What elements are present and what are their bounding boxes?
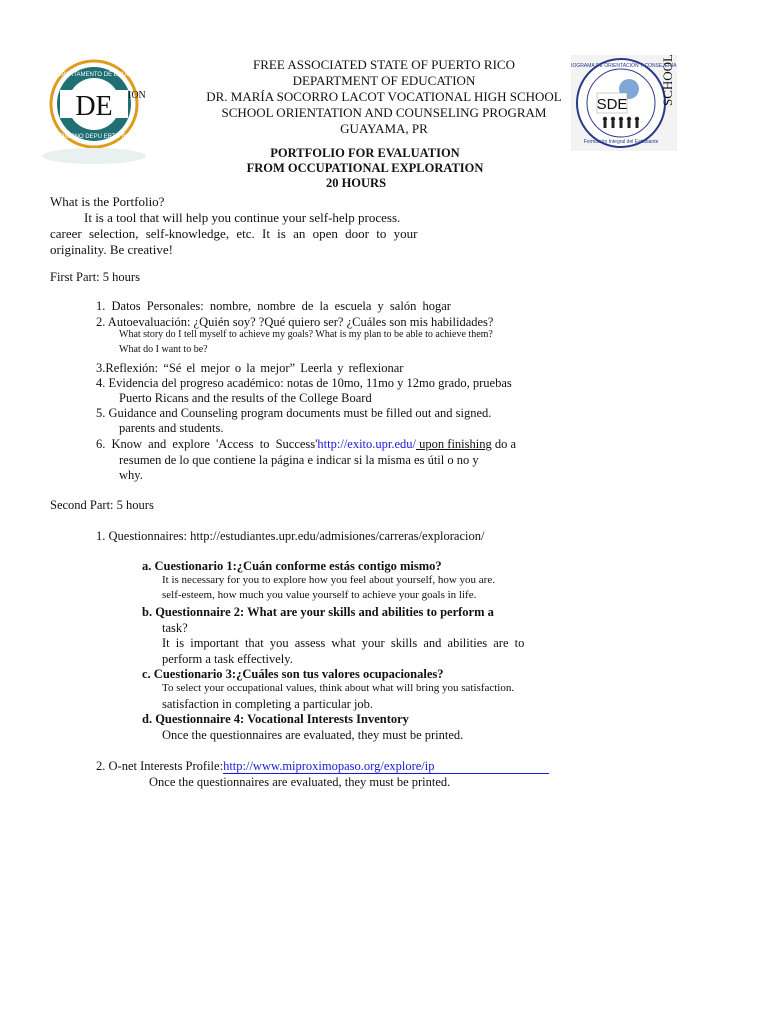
svg-text:DEPARTAMENTO DE EDUCA: DEPARTAMENTO DE EDUCA — [53, 72, 135, 78]
first-item-6-pre: 6. Know and explore 'Access to Success' — [96, 437, 318, 451]
first-item-4-sub: Puerto Ricans and the results of the College Board — [119, 391, 372, 405]
header-line-1: FREE ASSOCIATED STATE OF PUERTO RICO — [253, 57, 515, 72]
first-part-heading: First Part: 5 hours — [50, 270, 140, 284]
first-item-6-mid: upon finishing — [416, 437, 492, 451]
intro-line-2: career selection, self-knowledge, etc. It is an open door to your — [50, 226, 418, 241]
exito-link[interactable]: http://exito.upr.edu/ — [317, 437, 417, 451]
second-part-heading: Second Part: 5 hours — [50, 498, 154, 512]
first-item-5-sub: parents and students. — [119, 421, 224, 435]
second-item-2 — [96, 759, 549, 774]
svg-text:GOBIERNO DEPU ERTO RICO: GOBIERNO DEPU ERTO RICO — [51, 134, 137, 140]
header-line-2: DEPARTMENT OF EDUCATION — [292, 73, 476, 88]
second-item-2-pre: 2. O-net Interests Profile: — [96, 759, 224, 773]
intro-question: What is the Portfolio? — [50, 194, 165, 209]
first-item-5: 5. Guidance and Counseling program documents must be filled out and signed. — [96, 406, 492, 420]
questionnaire-b-line-2: perform a task effectively. — [162, 652, 293, 666]
second-item-1: 1. Questionnaires: http://estudiantes.upr.edu/admisiones/carreras/exploracion/ — [96, 529, 485, 543]
first-item-6-sub-2: why. — [119, 468, 143, 482]
second-item-2-sub: Once the questionnaires are evaluated, they must be printed. — [149, 775, 451, 789]
first-item-6 — [96, 437, 516, 452]
intro-line-1: It is a tool that will help you continue your self-help process. — [84, 210, 401, 225]
first-item-1: 1. Datos Personales: nombre, nombre de la escuela y salón hogar — [96, 299, 451, 313]
questionnaire-d-line-1: Once the questionnaires are evaluated, they must be printed. — [162, 728, 464, 742]
title-line-3: 20 HOURS — [325, 176, 387, 190]
first-item-3: 3.Reflexión: “Sé el mejor o la mejor” Leerla y reflexionar — [96, 361, 404, 375]
questionnaire-a-title: a. Cuestionario 1:¿Cuán conforme estás contigo mismo? — [142, 559, 442, 573]
questionnaire-c-line-2: satisfaction in completing a particular job. — [162, 697, 374, 711]
questionnaire-c-line-1: To select your occupational values, think about what will bring you satisfaction. — [162, 682, 515, 694]
first-item-2-sub-1: What story do I tell myself to achieve my goals? What is my plan to be able to achieve them? — [119, 329, 493, 340]
onet-link[interactable]: http://www.miproximopaso.org/explore/ip — [223, 760, 549, 774]
questionnaire-b-title: b. Questionnaire 2: What are your skills and abilities to perform a — [142, 605, 494, 619]
title-line-2: FROM OCCUPATIONAL EXPLORATION — [246, 161, 484, 175]
header-line-3: DR. MARÍA SOCORRO LACOT VOCATIONAL HIGH SCHOOL — [206, 89, 562, 104]
intro-line-3: originality. Be creative! — [50, 242, 173, 257]
first-item-4: 4. Evidencia del progreso académico: notas de 10mo, 11mo y 12mo grado, pruebas — [96, 376, 512, 390]
first-item-6-sub-1: resumen de lo que contiene la página e indicar si la misma es útil o no y — [119, 453, 479, 467]
first-item-2: 2. Autoevaluación: ¿Quién soy? ?Qué quiero ser? ¿Cuáles son mis habilidades? — [96, 315, 494, 329]
questionnaire-d-title: d. Questionnaire 4: Vocational Interests Inventory — [142, 712, 409, 726]
questionnaire-a-line-1: It is necessary for you to explore how you feel about yourself, how you are. — [162, 574, 495, 586]
logo-side-text: SCHOOL — [660, 53, 676, 107]
svg-text:DE: DE — [75, 91, 113, 122]
logo-overlap-text: ION — [128, 90, 146, 101]
svg-text:SDE: SDE — [596, 96, 628, 113]
first-item-2-sub-2: What do I want to be? — [119, 344, 208, 355]
header-line-5: GUAYAMA, PR — [340, 121, 428, 136]
svg-text:PROGRAMA DE ORIENTACIÓN Y CONS: PROGRAMA DE ORIENTACIÓN Y CONSEJERÍA — [571, 63, 677, 69]
questionnaire-b-title-2: task? — [162, 621, 188, 635]
first-item-6-post: do a — [491, 437, 517, 451]
questionnaire-b-line-1: It is important that you assess what your skills and abilities are to — [162, 636, 525, 650]
questionnaire-a-line-2: self-esteem, how much you value yourself to achieve your goals in life. — [162, 589, 477, 601]
svg-text:Formación Integral del Estudia: Formación Integral del Estudiante — [583, 139, 659, 145]
header-line-4: SCHOOL ORIENTATION AND COUNSELING PROGRAM — [221, 105, 547, 120]
questionnaire-c-title: c. Cuestionario 3:¿Cuáles son tus valores ocupacionales? — [142, 667, 444, 681]
title-line-1: PORTFOLIO FOR EVALUATION — [270, 146, 460, 160]
